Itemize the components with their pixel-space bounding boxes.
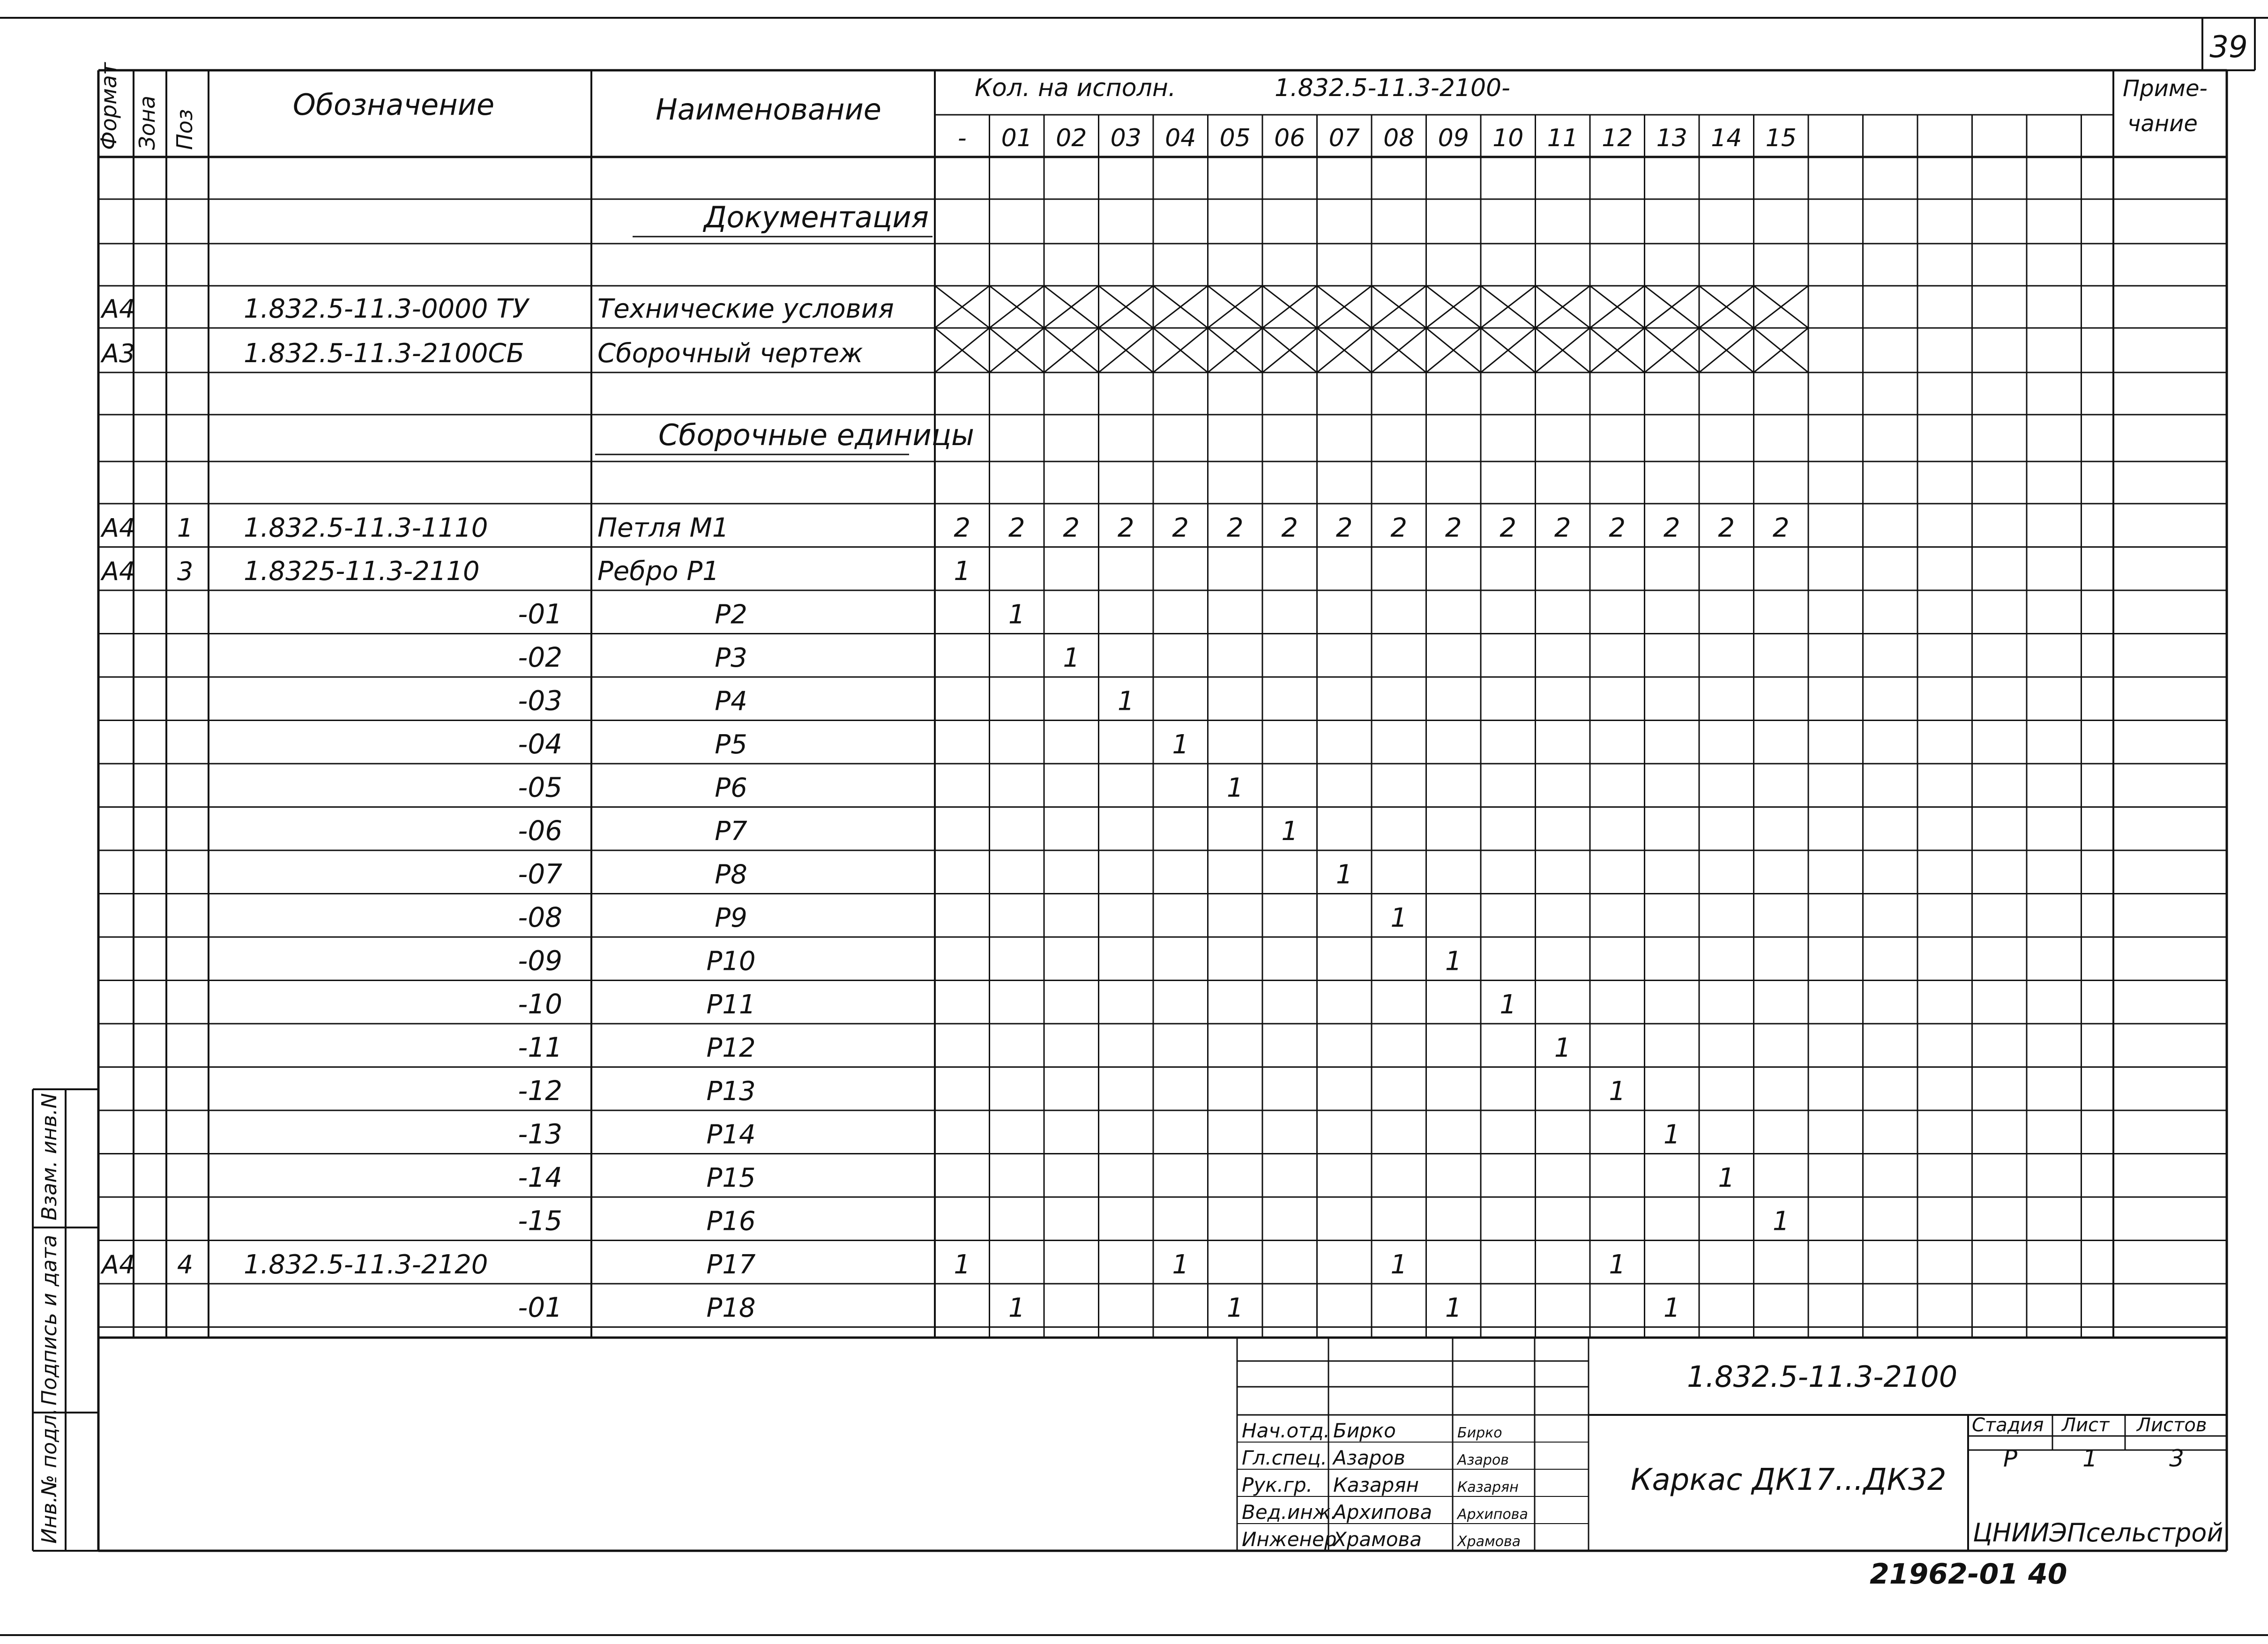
row-name: Петля М1: [597, 513, 729, 543]
qty-cell: 2: [1281, 513, 1298, 543]
exec-header: 02: [1056, 124, 1087, 152]
qty-cell: 2: [1554, 513, 1571, 543]
exec-header: 01: [1001, 124, 1032, 152]
qty-cell: 2: [1609, 513, 1626, 543]
header-note: чание: [2127, 111, 2198, 137]
header-name: Наименование: [656, 92, 881, 126]
row-designation: 1.832.5-11.3-2100СБ: [244, 338, 524, 369]
exec-header: 09: [1438, 124, 1469, 152]
qty-cell: 2: [1226, 513, 1244, 543]
doc-title: Каркас ДК17...ДК32: [1631, 1463, 1947, 1497]
exec-header: -: [957, 124, 967, 152]
stage-value: Р: [2003, 1445, 2018, 1472]
row-designation: -02: [518, 641, 562, 673]
exec-header: 06: [1274, 124, 1306, 152]
qty-cell: 1: [1772, 1206, 1790, 1237]
signature-name: Храмова: [1333, 1528, 1422, 1551]
row-name: Р9: [715, 903, 747, 933]
qty-cell: 1: [1063, 643, 1080, 673]
qty-cell: 1: [1718, 1163, 1735, 1193]
qty-cell: 2: [954, 513, 971, 543]
qty-cell: 1: [1554, 1033, 1571, 1064]
exec-header: 05: [1219, 124, 1251, 152]
row-name: Р18: [706, 1293, 756, 1324]
exec-header: 10: [1492, 124, 1524, 152]
row-designation: -04: [518, 728, 562, 760]
exec-header: 11: [1547, 124, 1578, 152]
signature-mark: Азаров: [1457, 1452, 1509, 1468]
row-designation: -01: [518, 1291, 562, 1324]
header-zone: Зона: [134, 96, 160, 150]
exec-header: 03: [1110, 124, 1141, 152]
qty-cell: 1: [954, 1250, 971, 1280]
side-label: Подпись и дата: [37, 1235, 61, 1406]
signature-mark: Казарян: [1457, 1479, 1519, 1495]
stage-label: Стадия: [1972, 1414, 2044, 1436]
signature-role: Рук.гр.: [1242, 1473, 1313, 1496]
qty-cell: 1: [1663, 1293, 1680, 1324]
signature-role: Нач.отд.: [1242, 1419, 1330, 1442]
row-designation: 1.832.5-11.3-1110: [244, 513, 488, 543]
qty-cell: 1: [1390, 903, 1408, 933]
row-designation: -09: [518, 945, 562, 977]
row-designation: -13: [518, 1118, 562, 1150]
sheets-value: 3: [2169, 1445, 2184, 1472]
header-qty-label: Кол. на исполн.: [975, 74, 1176, 102]
row-name: Р4: [715, 686, 747, 717]
qty-cell: 1: [1117, 686, 1134, 717]
side-label: Взам. инв.N: [37, 1093, 61, 1220]
qty-cell: 2: [1172, 513, 1189, 543]
qty-cell: 1: [1172, 1250, 1189, 1280]
qty-cell: 2: [1390, 513, 1408, 543]
row-designation: -10: [518, 988, 562, 1020]
row-name: Р14: [706, 1119, 756, 1150]
row-designation: 1.832.5-11.3-2120: [244, 1250, 488, 1280]
signature-mark: Бирко: [1457, 1425, 1502, 1441]
qty-cell: 2: [1117, 513, 1134, 543]
signature-mark: Храмова: [1457, 1533, 1521, 1550]
row-name: Р7: [715, 816, 747, 847]
header-qty-base: 1.832.5-11.3-2100-: [1275, 74, 1510, 102]
qty-cell: 1: [1008, 1293, 1025, 1324]
row-name: Р10: [706, 946, 756, 977]
row-name: Технические условия: [597, 294, 894, 324]
row-name: Р2: [715, 599, 747, 630]
sheet-number: 39: [2209, 30, 2248, 65]
qty-cell: 2: [1663, 513, 1680, 543]
row-designation: -11: [518, 1031, 562, 1064]
qty-cell: 1: [1609, 1076, 1626, 1107]
section-documentation: Документация: [704, 200, 929, 234]
header-format: Формат: [96, 62, 121, 150]
qty-cell: 1: [1226, 1293, 1244, 1324]
row-designation: 1.8325-11.3-2110: [244, 556, 480, 587]
signature-mark: Архипова: [1457, 1506, 1528, 1523]
signature-role: Инженер: [1242, 1528, 1337, 1551]
qty-cell: 2: [1500, 513, 1517, 543]
qty-cell: 2: [1063, 513, 1080, 543]
sheet-text: [37, 30, 2248, 1591]
exec-header: 14: [1711, 124, 1742, 152]
qty-cell: 1: [1445, 946, 1462, 977]
qty-cell: 1: [1008, 599, 1025, 630]
row-name: Р16: [706, 1206, 756, 1237]
footer-code: 21962-01 40: [1870, 1558, 2067, 1591]
qty-cell: 1: [954, 556, 971, 587]
row-name: Р8: [715, 859, 747, 890]
row-name: Сборочный чертеж: [597, 338, 863, 369]
row-format: А4: [102, 513, 135, 543]
exec-header: 12: [1602, 124, 1633, 152]
row-pos: 1: [177, 513, 194, 543]
side-label: Инв.№ подл.: [37, 1408, 61, 1544]
row-designation: -08: [518, 901, 562, 933]
exec-header: 08: [1383, 124, 1415, 152]
signature-role: Вед.инж.: [1242, 1501, 1337, 1524]
header-pos: Поз: [172, 109, 197, 150]
qty-cell: 1: [1172, 729, 1189, 760]
organization: ЦНИИЭПсельстрой: [1973, 1518, 2223, 1547]
row-name: Р12: [706, 1033, 756, 1064]
header-note: Приме-: [2123, 75, 2208, 102]
qty-cell: 1: [1390, 1250, 1408, 1280]
row-designation: -05: [518, 771, 562, 803]
row-designation: -01: [518, 598, 562, 630]
row-format: А4: [102, 1250, 135, 1279]
exec-header: 15: [1765, 124, 1797, 152]
row-name: Р13: [706, 1076, 756, 1107]
row-format: А4: [102, 557, 135, 586]
signature-name: Архипова: [1333, 1501, 1432, 1524]
row-designation: -14: [518, 1161, 562, 1193]
sheets-label: Листов: [2137, 1414, 2207, 1436]
row-designation: -06: [518, 815, 562, 847]
row-designation: -15: [518, 1205, 562, 1237]
exec-header: 13: [1656, 124, 1687, 152]
qty-cell: 1: [1281, 816, 1298, 847]
qty-cell: 1: [1500, 989, 1517, 1020]
row-name: Р5: [715, 729, 747, 760]
row-name: Р11: [706, 989, 756, 1020]
qty-cell: 1: [1226, 773, 1244, 803]
sheet-value: 1: [2082, 1445, 2097, 1472]
signature-role: Гл.спец.: [1242, 1446, 1327, 1469]
qty-cell: 2: [1008, 513, 1025, 543]
row-pos: 3: [177, 557, 194, 586]
section-assembly: Сборочные единицы: [658, 418, 975, 452]
row-name: Р3: [715, 643, 747, 673]
row-name: Ребро Р1: [597, 556, 719, 587]
row-format: А4: [102, 294, 135, 324]
row-designation: 1.832.5-11.3-0000 ТУ: [244, 294, 529, 324]
qty-cell: 2: [1445, 513, 1462, 543]
header-designation: Обозначение: [292, 88, 495, 122]
qty-cell: 1: [1335, 859, 1353, 890]
signature-name: Бирко: [1333, 1419, 1396, 1442]
qty-cell: 1: [1445, 1293, 1462, 1324]
sheet-label: Лист: [2062, 1414, 2110, 1436]
qty-cell: 1: [1609, 1250, 1626, 1280]
exec-header: 04: [1165, 124, 1196, 152]
signature-name: Азаров: [1333, 1446, 1405, 1469]
row-name: Р6: [715, 773, 747, 803]
doc-code: 1.832.5-11.3-2100: [1687, 1360, 1958, 1394]
row-name: Р15: [706, 1163, 756, 1193]
row-format: А3: [102, 339, 135, 368]
row-designation: -12: [518, 1075, 562, 1107]
row-pos: 4: [177, 1250, 194, 1279]
qty-cell: 2: [1772, 513, 1790, 543]
signature-name: Казарян: [1333, 1473, 1419, 1496]
qty-cell: 1: [1663, 1119, 1680, 1150]
qty-cell: 2: [1718, 513, 1735, 543]
exec-header: 07: [1328, 124, 1360, 152]
qty-cell: 2: [1335, 513, 1353, 543]
row-designation: -03: [518, 684, 562, 717]
row-designation: -07: [518, 858, 562, 890]
row-name: Р17: [706, 1250, 756, 1280]
